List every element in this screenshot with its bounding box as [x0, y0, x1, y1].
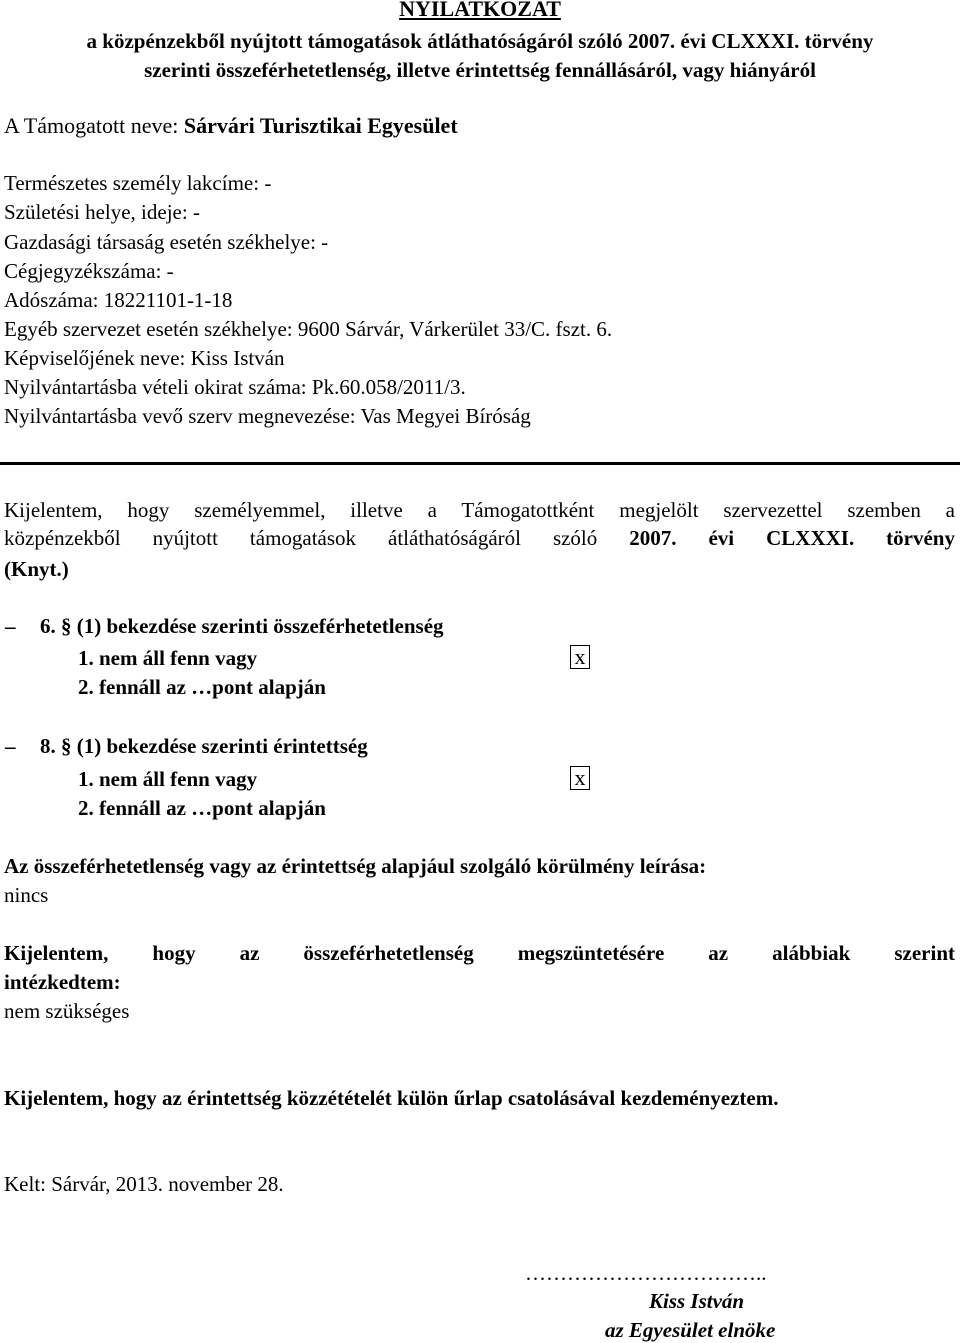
publication-statement: Kijelentem, hogy az érintettség közzétételét külön űrlap csatolásával kezdeményeztem. — [4, 1086, 779, 1110]
section8-dash: – — [5, 734, 16, 758]
detail-residence: Természetes személy lakcíme: - — [4, 171, 272, 195]
signature-dots: …………………………….. — [525, 1261, 767, 1285]
signature-name: Kiss István — [649, 1289, 745, 1313]
section8-option1: 1. nem áll fenn vagy — [78, 767, 258, 791]
section8-option2: 2. fennáll az …pont alapján — [78, 796, 326, 820]
dated-place-date: Kelt: Sárvár, 2013. november 28. — [4, 1172, 284, 1196]
detail-tax-number: Adószáma: 18221101-1-18 — [4, 288, 233, 312]
circumstance-value: nincs — [4, 883, 49, 907]
section6-option2: 2. fennáll az …pont alapján — [78, 675, 326, 699]
section8-heading: 8. § (1) bekezdése szerinti érintettség — [40, 734, 368, 758]
measures-heading-line1: Kijelentem, hogy az összeférhetetlenség megszüntetésére az alábbiak szerint — [4, 941, 955, 965]
declaration-act-number: 2007. évi CLXXXI. törvény — [629, 526, 955, 550]
section8-option1-checkbox[interactable]: x — [570, 766, 590, 790]
declaration-act-abbrev: (Knyt.) — [4, 557, 69, 581]
detail-registration-document: Nyilvántartásba vételi okirat száma: Pk.60.058/2011/3. — [4, 375, 466, 399]
section6-dash: – — [5, 614, 16, 638]
signature-role: az Egyesület elnöke — [605, 1318, 776, 1342]
measures-heading-line2: intézkedtem: — [4, 970, 121, 994]
detail-organization-seat: Egyéb szervezet esetén székhelye: 9600 Sárvár, Várkerület 33/C. fszt. 6. — [4, 317, 613, 341]
measures-value: nem szükséges — [4, 999, 130, 1023]
declaration-line1: Kijelentem, hogy személyemmel, illetve a Támogatottként megjelölt szervezettel szemben a — [4, 498, 955, 522]
document-subtitle-line2: szerinti összeférhetetlenség, illetve érintettség fennállásáról, vagy hiányáról — [144, 58, 816, 82]
section6-heading: 6. § (1) bekezdése szerinti összeférhetetlenség — [40, 614, 444, 638]
detail-representative: Képviselőjének neve: Kiss István — [4, 346, 285, 370]
circumstance-heading: Az összeférhetetlenség vagy az érintettség alapjául szolgáló körülmény leírása: — [4, 854, 707, 878]
section6-option1-checkbox[interactable]: x — [570, 645, 590, 669]
detail-registering-body: Nyilvántartásba vevő szerv megnevezése: Vas Megyei Bíróság — [4, 404, 531, 428]
supported-name-value: Sárvári Turisztikai Egyesület — [183, 113, 458, 138]
document-subtitle-line1: a közpénzekből nyújtott támogatások átláthatóságáról szóló 2007. évi CLXXXI. törvény — [86, 29, 874, 53]
detail-birth: Születési helye, ideje: - — [4, 200, 200, 224]
declaration-act-text: közpénzekből nyújtott támogatások átláthatóságáról szóló — [4, 526, 630, 550]
section6-option1: 1. nem áll fenn vagy — [78, 646, 258, 670]
detail-company-seat: Gazdasági társaság esetén székhelye: - — [4, 230, 329, 254]
detail-registry-number: Cégjegyzékszáma: - — [4, 259, 174, 283]
declaration-line2 — [4, 525, 955, 551]
supported-name-row — [4, 113, 458, 139]
separator-line — [0, 462, 960, 465]
document-title: NYILATKOZAT — [399, 0, 561, 21]
supported-name-label: A Támogatott neve: — [4, 113, 184, 138]
